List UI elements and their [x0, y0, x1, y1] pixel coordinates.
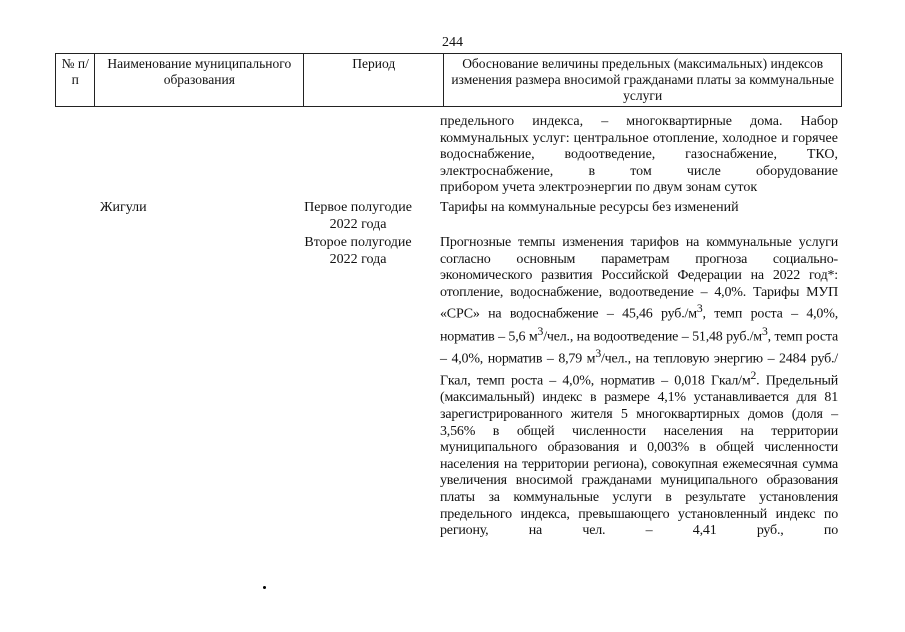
table-header	[55, 53, 842, 107]
period-first-half: Первое полугодие 2022 года	[304, 200, 412, 232]
municipality-name: Жигули	[100, 200, 147, 215]
continued-text-end: прибором учета электроэнергии по двум зонам суток	[440, 180, 758, 195]
period-second-half: Второе полугодие 2022 года	[304, 235, 412, 267]
page-number: 244	[442, 35, 463, 50]
first-half-text: Тарифы на коммунальные ресурсы без изменений	[440, 200, 739, 215]
header-number: № п/п	[56, 54, 95, 107]
second-half-text: Прогнозные темпы изменения тарифов на коммунальные услуги согласно основным параметрам прогноза социально-экономического развития Российской Федерации на 2022 год*: отопление, водоснабжение, водоотведение – 4,0%. Тарифы МУП «СРС» на водоснабжение – 45,46 $руб./м^3$, темп роста – 4,0%, норматив – 5,6 $м^3$/чел., на водоотведение – 51,48 $руб./м^3$, темп роста – 4,0%, норматив – 8,79 $м^3$/чел., на тепловую энергию – 2484 руб./Гкал, темп роста – 4,0%, норматив – 0,018 Гкал/$м^2$. Предельный (максимальный) индекс в размере 4,1% устанавливается для 81 зарегистрированного жителя 5 многоквартирных домов (доля – 3,56% в общей численности населения на территории муниципального образования и 0,003% в общей численности населения на территории региона), совокупная ежемесячная сумма увеличения вносимой гражданами муниципального образования платы за коммунальные услуги в результате установления предельного индекса, превышающего установленный индекс по региону, на чел. – 4,41 руб., по	[440, 235, 838, 539]
header-municipality: Наименование муниципального образования	[95, 54, 304, 107]
header-justification: Обоснование величины предельных (максимальных) индексов изменения размера вносимой гражданами платы за коммунальные услуги	[444, 54, 842, 107]
header-period: Период	[304, 54, 444, 107]
scan-speck	[263, 586, 266, 589]
continued-text: предельного индекса, – многоквартирные дома. Набор коммунальных услуг: центральное отопление, холодное и горячее водоснабжение, водоотведение, газоснабжение, ТКО, электроснабжение, в том числе оборудование	[440, 114, 838, 179]
